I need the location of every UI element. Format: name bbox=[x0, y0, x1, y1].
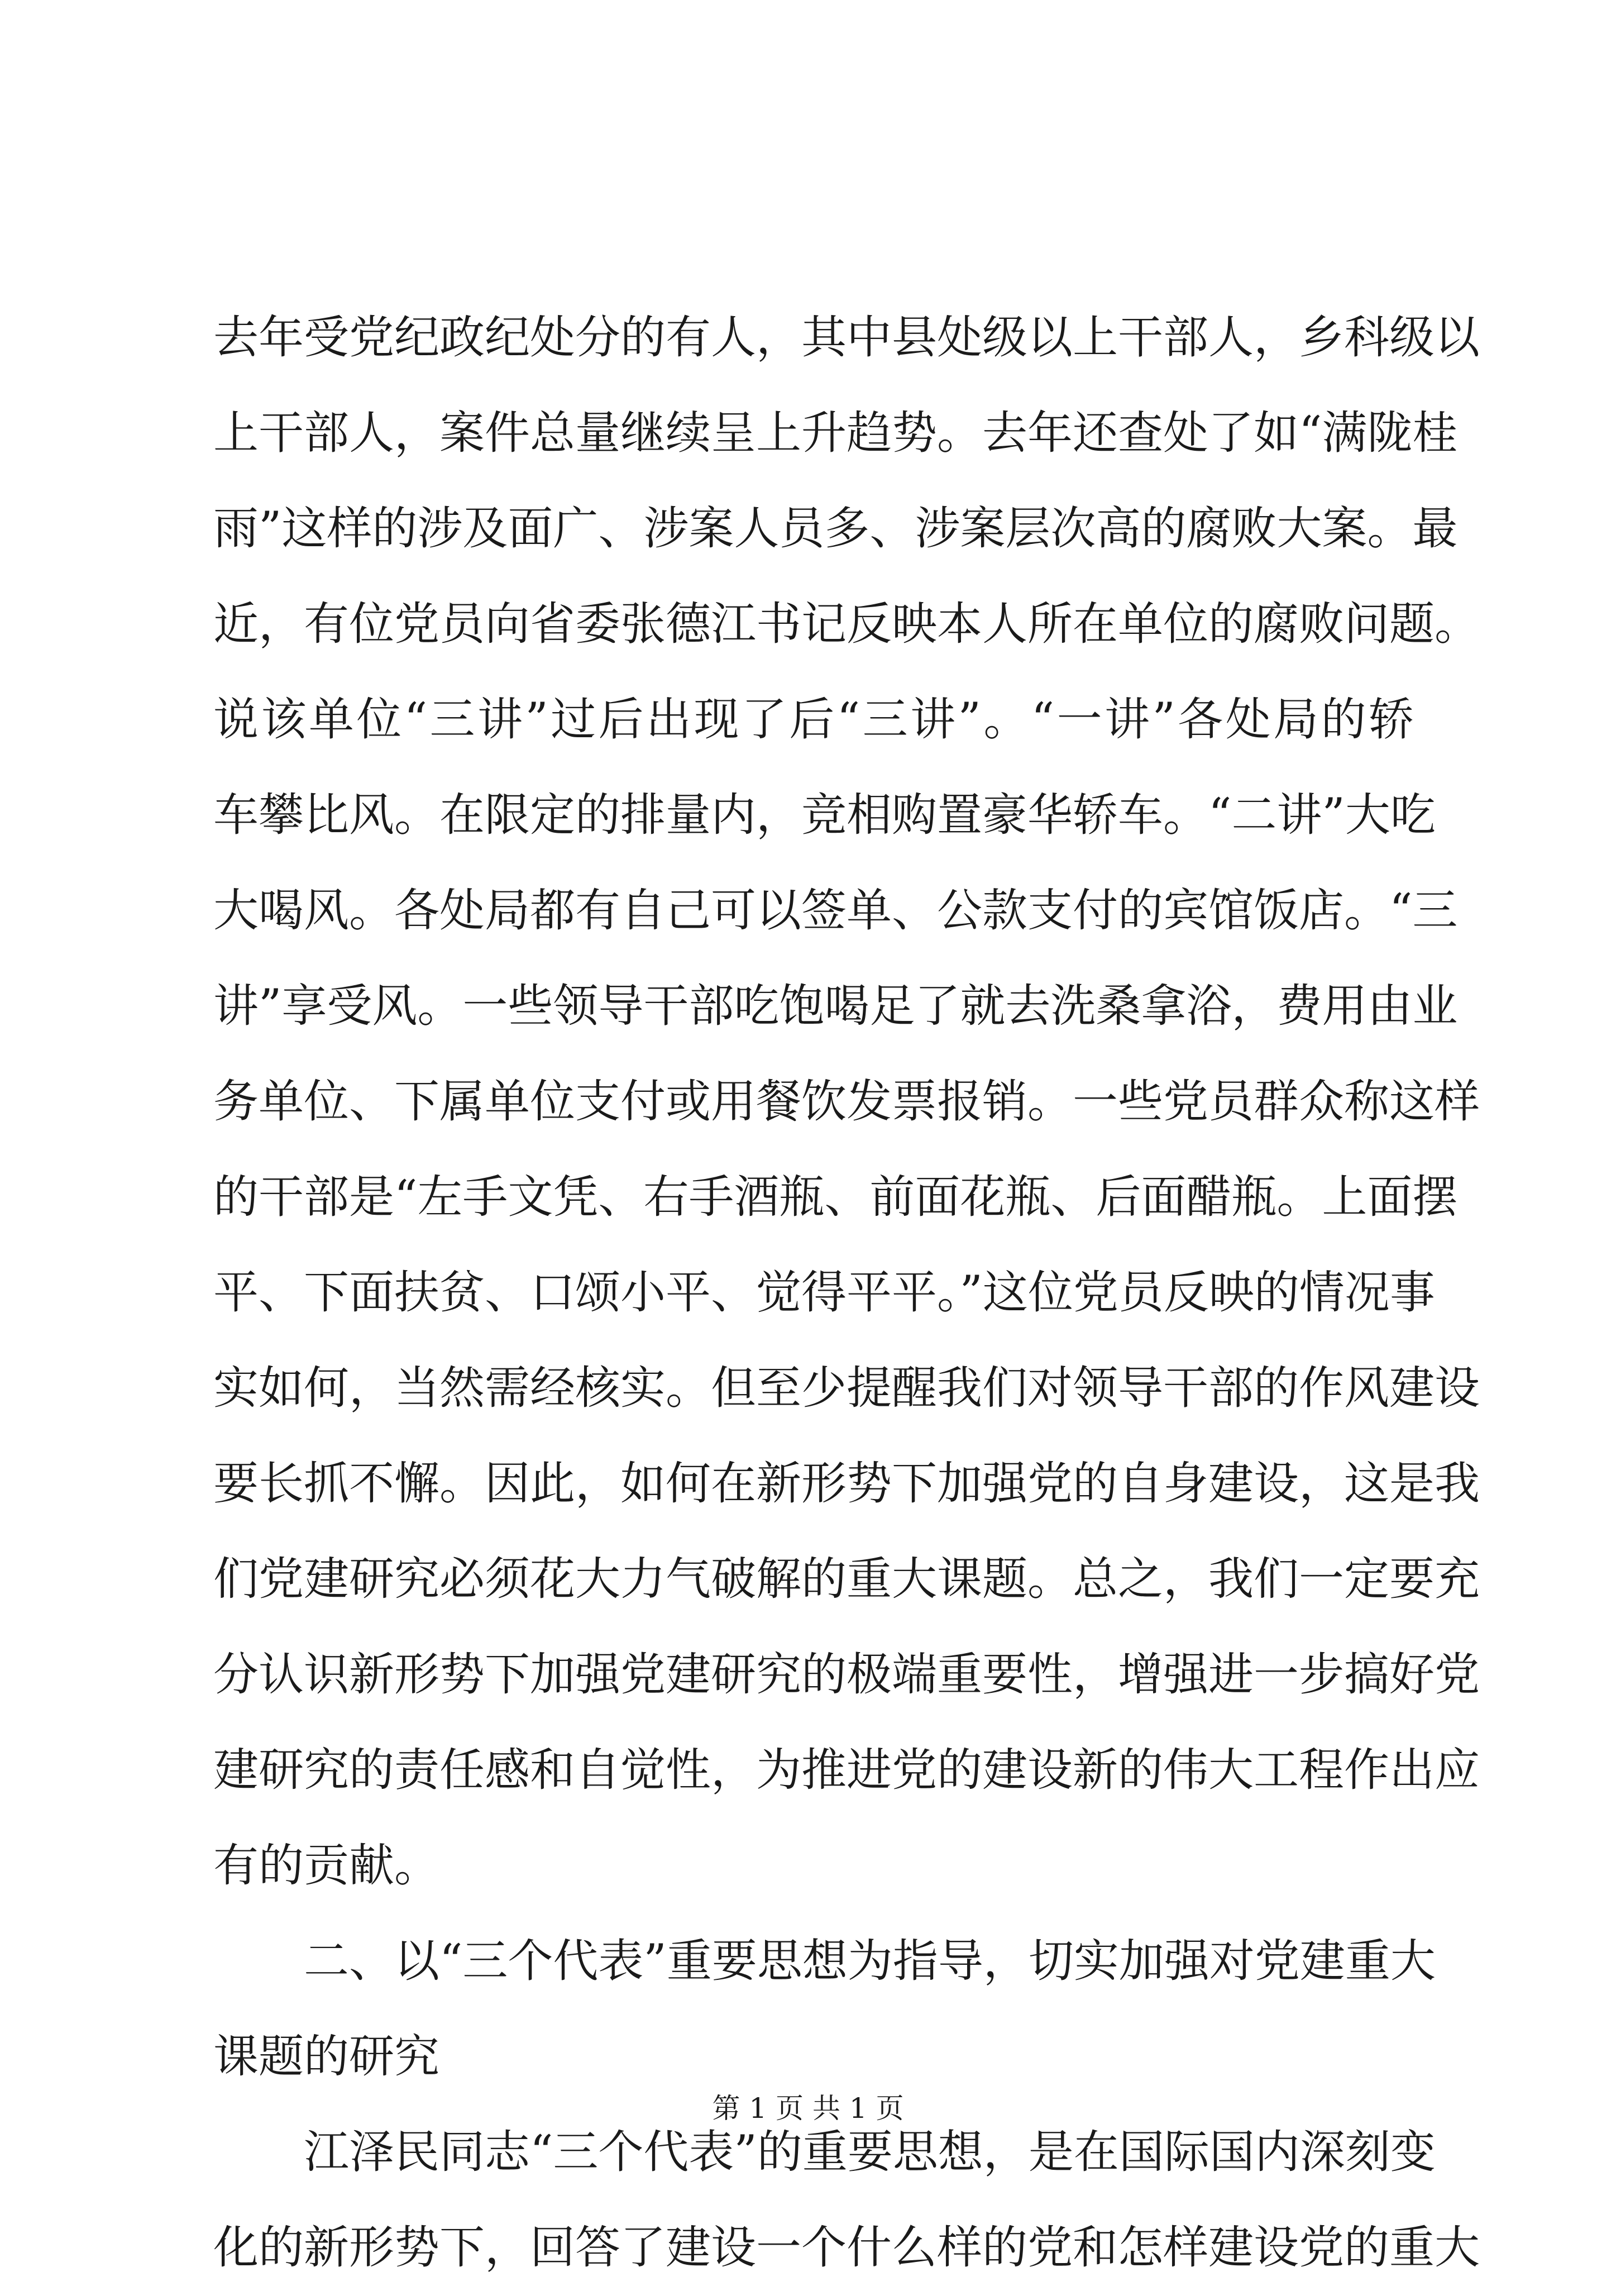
text-line: 有的贡献。 bbox=[213, 1840, 440, 1892]
text-line: 车攀比风。在限定的排量内，竞相购置豪华轿车。“二讲”大吃 bbox=[213, 789, 1436, 842]
document-body bbox=[213, 290, 1480, 2296]
text-line: 务单位、下属单位支付或用餐饮发票报销。一些党员群众称这样 bbox=[213, 1076, 1480, 1128]
text-line: 上干部人，案件总量继续呈上升趋势。去年还查处了如“满陇桂 bbox=[213, 407, 1458, 460]
text-line: 讲”享受风。一些领导干部吃饱喝足了就去洗桑拿浴，费用由业 bbox=[213, 980, 1458, 1033]
text-line: 平、下面扶贫、口颂小平、觉得平平。”这位党员反映的情况事 bbox=[213, 1267, 1435, 1319]
page-footer bbox=[0, 2092, 1616, 2125]
text-line: 去年受党纪政纪处分的有人，其中县处级以上干部人，乡科级以 bbox=[213, 312, 1480, 364]
text-line: 的干部是“左手文凭、右手酒瓶、前面花瓶、后面醋瓶。上面摆 bbox=[213, 1171, 1458, 1224]
text-line: 江泽民同志“三个代表”的重要思想，是在国际国内深刻变 bbox=[304, 2126, 1436, 2179]
section-heading: 课题的研究 bbox=[213, 2031, 440, 2083]
section-heading: 二、以“三个代表”重要思想为指导，切实加强对党建重大 bbox=[304, 1935, 1436, 1988]
text-line: 近，有位党员向省委张德江书记反映本人所在单位的腐败问题。 bbox=[213, 598, 1480, 651]
text-line: 说该单位“三讲”过后出现了后“三讲”。“一讲”各处局的轿 bbox=[213, 694, 1414, 746]
text-line: 们党建研究必须花大力气破解的重大课题。总之，我们一定要充 bbox=[213, 1553, 1480, 1606]
text-line: 化的新形势下，回答了建设一个什么样的党和怎样建设党的重大 bbox=[213, 2222, 1480, 2274]
text-line: 雨”这样的涉及面广、涉案人员多、涉案层次高的腐败大案。最 bbox=[213, 503, 1458, 555]
text-line: 大喝风。各处局都有自己可以签单、公款支付的宾馆饭店。“三 bbox=[213, 885, 1458, 937]
text-line: 要长抓不懈。因此，如何在新形势下加强党的自身建设，这是我 bbox=[213, 1458, 1480, 1510]
text-line: 实如何，当然需经核实。但至少提醒我们对领导干部的作风建设 bbox=[213, 1362, 1480, 1415]
page-number: 第 1 页 共 1 页 bbox=[712, 2092, 904, 2125]
text-line: 分认识新形势下加强党建研究的极端重要性，增强进一步搞好党 bbox=[213, 1649, 1480, 1701]
text-line: 建研究的责任感和自觉性，为推进党的建设新的伟大工程作出应 bbox=[213, 1744, 1480, 1797]
